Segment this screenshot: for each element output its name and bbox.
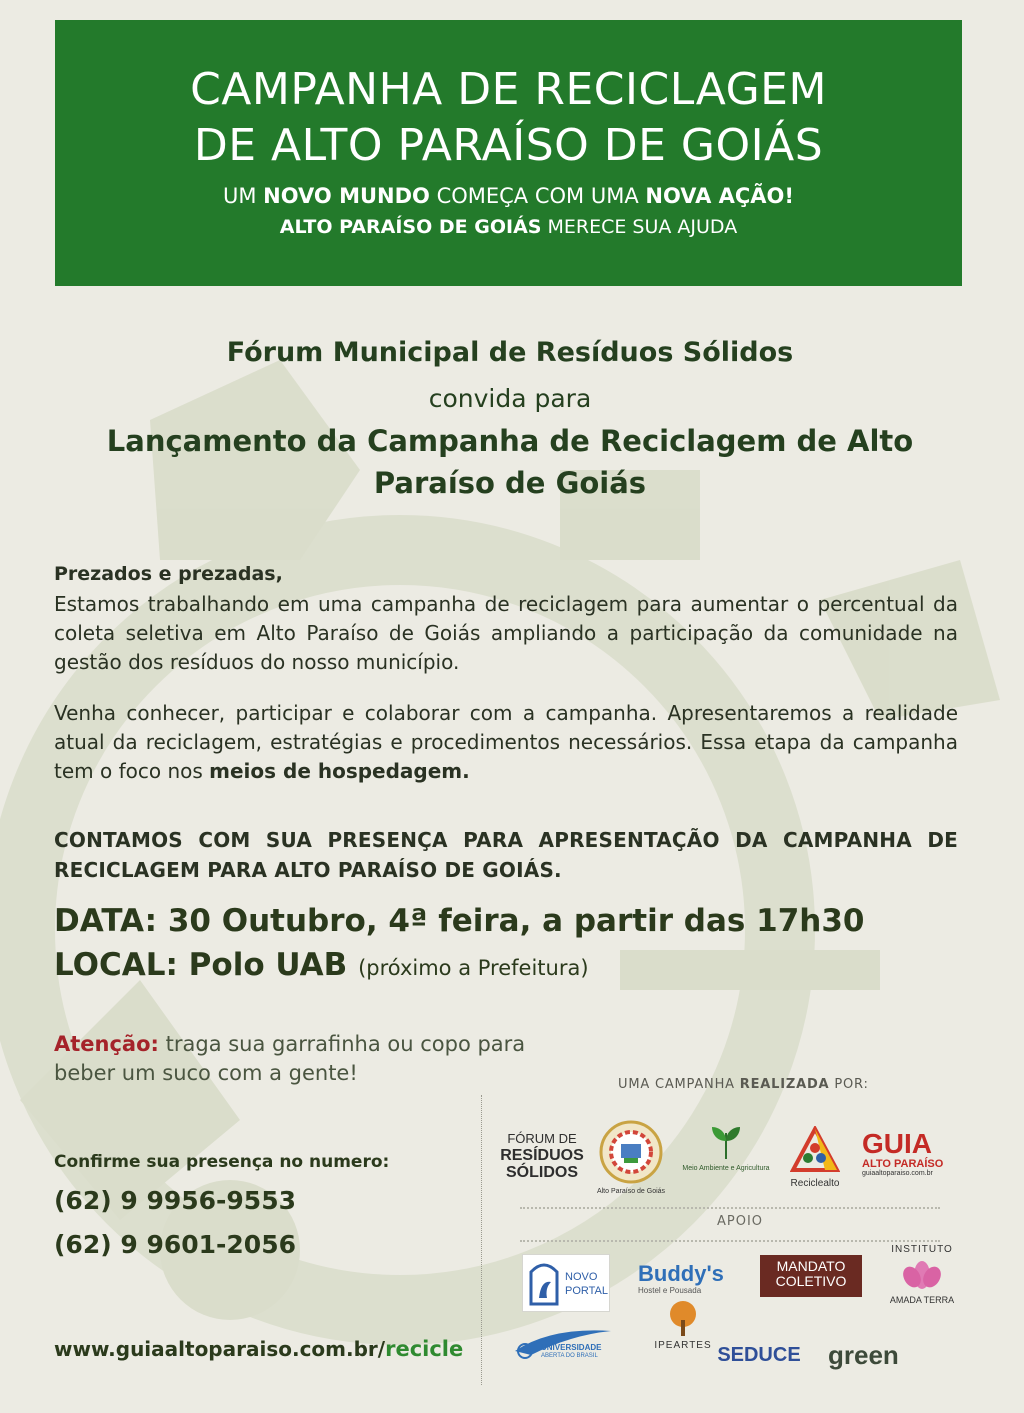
- campaign-header-banner: [55, 20, 962, 286]
- mandato-line1: MANDATO: [776, 1258, 846, 1274]
- lotus-flower-icon: [900, 1255, 944, 1291]
- sponsor-divider-vertical: [481, 1095, 482, 1385]
- event-location-note: (próximo a Prefeitura): [358, 956, 589, 980]
- guia-alto-paraiso-logo: [862, 1130, 974, 1177]
- website-link[interactable]: [54, 1337, 463, 1361]
- event-date: DATA: 30 Outubro, 4ª feira, a partir das 17h30: [54, 903, 865, 939]
- apoio-divider-bottom: [520, 1240, 940, 1242]
- realized-by-label: [618, 1077, 869, 1092]
- greeting: Prezados e prezadas,: [54, 563, 283, 585]
- seduce-logo: [716, 1344, 802, 1367]
- phone-number-2[interactable]: (62) 9 9601-2056: [54, 1230, 296, 1259]
- forum-residuos-logo: [496, 1130, 588, 1181]
- uab-logo: [511, 1325, 615, 1365]
- apoio-divider-top: [520, 1207, 940, 1209]
- tagline-part: COMEÇA COM UMA: [429, 184, 646, 208]
- subtagline-bold: ALTO PARAÍSO DE GOIÁS: [279, 216, 542, 238]
- attention-note: [54, 1030, 574, 1088]
- meio-ambiente-name: Meio Ambiente e Agricultura: [682, 1165, 770, 1172]
- recycle-triangle-icon: [790, 1126, 840, 1174]
- portal-bird-icon: [527, 1258, 561, 1308]
- ipeartes-name: IPEARTES: [654, 1340, 712, 1351]
- campaign-tagline: [55, 182, 962, 210]
- reciclealto-logo: [782, 1126, 848, 1189]
- subtagline-part: MERECE SUA AJUDA: [541, 216, 738, 238]
- seduce-name: SEDUCE: [717, 1344, 801, 1366]
- prefeitura-seal-logo: [594, 1120, 668, 1194]
- phone-number-1[interactable]: (62) 9 9956-9553: [54, 1186, 296, 1215]
- guia-logo-line3: guiaaltoparaiso.com.br: [862, 1170, 933, 1177]
- realized-text-end: POR:: [829, 1077, 869, 1092]
- buddys-name: Buddy's: [638, 1261, 724, 1286]
- launch-title: Lançamento da Campanha de Reciclagem de Alto Paraíso de Goiás: [106, 424, 914, 500]
- leaf-icon: [706, 1125, 746, 1161]
- buddys-logo: [638, 1262, 748, 1295]
- tagline-bold: NOVA AÇÃO!: [645, 184, 794, 208]
- apoio-label: APOIO: [716, 1214, 764, 1229]
- event-location-main: LOCAL: Polo UAB: [54, 947, 348, 983]
- paragraph-2: [54, 699, 958, 786]
- forum-logo-line1: FÓRUM DE: [507, 1131, 577, 1146]
- campaign-title-line1: CAMPANHA DE RECICLAGEM: [190, 64, 827, 115]
- website-base: www.guiaaltoparaiso.com.br/: [54, 1337, 386, 1361]
- tree-icon: [667, 1300, 699, 1336]
- realized-text: UMA CAMPANHA: [618, 1077, 740, 1092]
- event-location: [54, 944, 589, 989]
- invites-text: convida para: [428, 384, 592, 413]
- prefeitura-name: Alto Paraíso de Goiás: [596, 1188, 666, 1195]
- website-path: recicle: [385, 1337, 464, 1361]
- campaign-title-line2: DE ALTO PARAÍSO DE GOIÁS: [193, 120, 824, 171]
- reciclealto-name: Reciclealto: [790, 1178, 840, 1189]
- presence-statement: CONTAMOS COM SUA PRESENÇA PARA APRESENTAÇÃO DA CAMPANHA DE RECICLAGEM PARA ALTO PARAÍSO DE GOIÁS.: [54, 828, 958, 882]
- novo-portal-line1: NOVO: [565, 1271, 598, 1283]
- forum-logo-line2: RESÍDUOS: [500, 1147, 584, 1164]
- ipeartes-logo: [652, 1300, 714, 1351]
- guia-logo-line2: ALTO PARAÍSO: [862, 1158, 944, 1170]
- uab-line2: ABERTA DO BRASIL: [541, 1353, 598, 1359]
- attention-text: traga sua garrafinha ou copo para beber um suco com a gente!: [54, 1032, 526, 1085]
- seal-icon: [594, 1120, 668, 1184]
- green-name: green: [828, 1340, 899, 1370]
- forum-logo-line3: SÓLIDOS: [505, 1164, 578, 1181]
- buddys-sub: Hostel e Pousada: [638, 1286, 702, 1295]
- mandato-line2: COLETIVO: [775, 1273, 847, 1289]
- instituto-amada-terra-logo: [880, 1244, 964, 1305]
- forum-title: Fórum Municipal de Resíduos Sólidos: [226, 337, 794, 368]
- novo-portal-logo: [522, 1254, 610, 1312]
- realized-bold: REALIZADA: [739, 1077, 830, 1092]
- tagline-part: UM: [223, 184, 264, 208]
- attention-label: Atenção:: [54, 1032, 159, 1056]
- novo-portal-line2: PORTAL: [565, 1285, 608, 1297]
- mandato-coletivo-logo: [760, 1255, 862, 1297]
- tagline-bold: NOVO MUNDO: [263, 184, 430, 208]
- instituto-line1: INSTITUTO: [891, 1244, 953, 1255]
- instituto-line2: AMADA TERRA: [889, 1295, 955, 1305]
- campaign-subtagline: [55, 214, 962, 240]
- paragraph-2-bold: meios de hospedagem.: [209, 759, 470, 783]
- confirm-label: Confirme sua presença no numero:: [54, 1152, 390, 1172]
- green-logo: [828, 1340, 928, 1371]
- guia-logo-line1: GUIA: [862, 1128, 932, 1159]
- uab-line1: UNIVERSIDADE: [541, 1343, 602, 1352]
- meio-ambiente-logo: [676, 1125, 776, 1172]
- paragraph-2-text: Venha conhecer, participar e colaborar com a campanha. Apresentaremos a realidade atual da reciclagem, estratégias e procedimentos necessários. Essa etapa da campanha tem o foco nos: [54, 701, 958, 783]
- paragraph-1: Estamos trabalhando em uma campanha de reciclagem para aumentar o percentual da coleta seletiva em Alto Paraíso de Goiás ampliando a participação da comunidade na gestão dos resíduos do nosso município.: [54, 592, 958, 674]
